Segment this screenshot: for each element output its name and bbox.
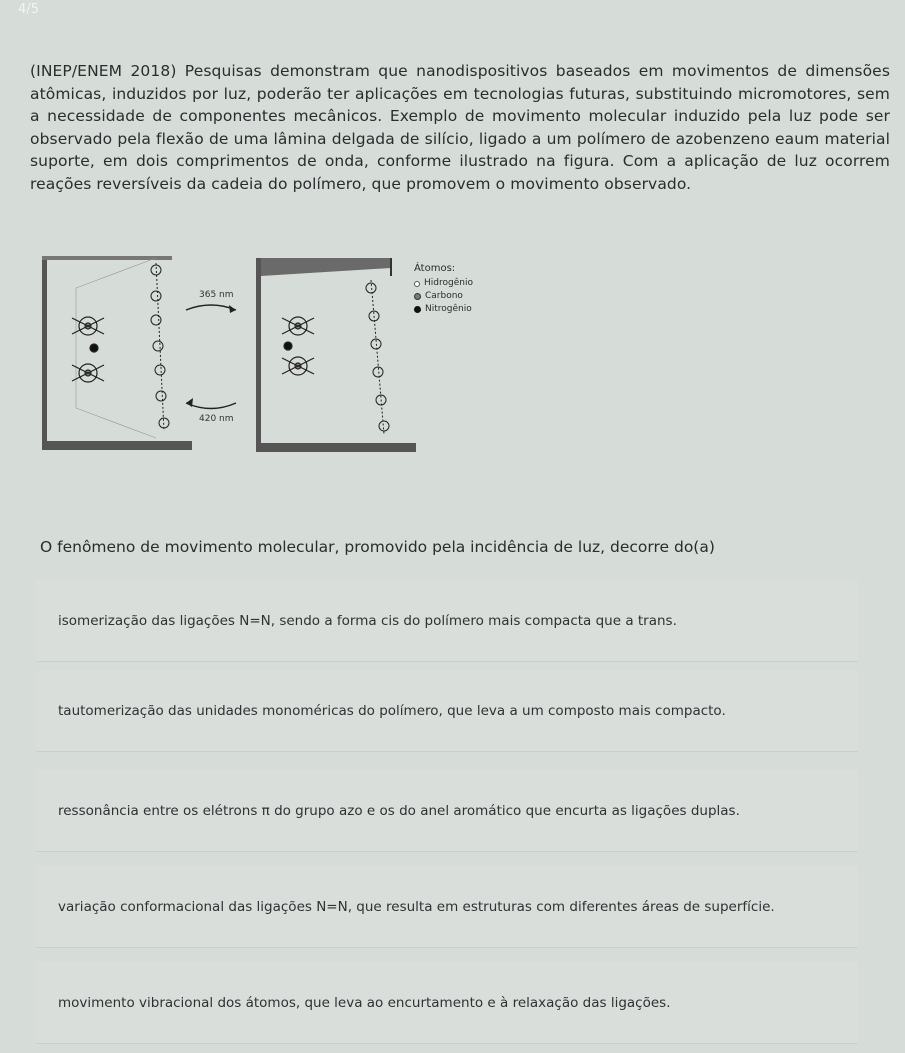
answer-option-text: ressonância entre os elétrons π do grupo azo e os do anel aromático que encurta as ligações duplas. xyxy=(58,802,740,819)
legend-item-carbon xyxy=(414,290,473,303)
answer-option-text: movimento vibracional dos átomos, que leva ao encurtamento e à relaxação das ligações. xyxy=(58,994,671,1011)
answer-option-text: variação conformacional das ligações N=N, que resulta em estruturas com diferentes áreas de superfície. xyxy=(58,898,775,915)
question-counter: 4/5 xyxy=(18,2,39,17)
answer-option-d[interactable] xyxy=(36,866,858,948)
answer-option-c[interactable] xyxy=(36,770,858,852)
right-panel-base xyxy=(256,443,416,452)
answer-option-b[interactable] xyxy=(36,670,858,752)
arrow-back xyxy=(186,403,236,409)
question-statement: (INEP/ENEM 2018) Pesquisas demonstram que nanodispositivos baseados em movimentos de dimensões atômicas, induzidos por luz, poderão ter aplicações em tecnologias futuras, substituindo micromotores, sem a necessidade de componentes mecânicos. Exemplo de movimento molecular induzido pela luz pode ser observado pela flexão de uma lâmina delgada de silício, ligado a um polímero de azobenzeno eaum material suporte, em dois comprimentos de onda, conforme ilustrado na figura. Com a aplicação de luz ocorrem reações reversíveis da cadeia do polímero, que promovem o movimento observado. xyxy=(30,62,890,193)
wavelength-bottom-label: 420 nm xyxy=(199,414,234,424)
answer-option-text: tautomerização das unidades monoméricas do polímero, que leva a um composto mais compacto. xyxy=(58,702,726,719)
hydrogen-dot-icon xyxy=(414,281,420,287)
left-panel-base xyxy=(42,441,192,450)
carbon-dot-icon xyxy=(414,293,421,300)
nitrogen-dot-icon xyxy=(414,306,421,313)
answer-option-text: isomerização das ligações N=N, sendo a forma cis do polímero mais compacta que a trans. xyxy=(58,612,677,629)
left-panel-post xyxy=(42,256,47,446)
right-polymer-chain xyxy=(366,280,389,434)
answer-option-e[interactable] xyxy=(36,962,858,1044)
legend-item-label: Hidrogênio xyxy=(424,278,473,288)
question-prompt: O fenômeno de movimento molecular, promovido pela incidência de luz, decorre do(a) xyxy=(40,538,715,556)
legend-item-label: Carbono xyxy=(425,291,463,301)
left-molecule-trans xyxy=(72,317,104,382)
atoms-legend xyxy=(414,262,473,316)
legend-item-nitrogen xyxy=(414,303,473,316)
right-panel-bent-top xyxy=(261,258,391,276)
right-molecule-cis xyxy=(282,317,314,375)
right-panel-post xyxy=(256,258,261,448)
legend-title: Átomos: xyxy=(414,263,456,274)
answer-option-a[interactable] xyxy=(36,580,858,662)
wavelength-top-label: 365 nm xyxy=(199,290,234,300)
legend-item-label: Nitrogênio xyxy=(425,304,472,314)
legend-item-hydrogen xyxy=(414,277,473,290)
left-polymer-chain xyxy=(151,263,169,431)
arrow-forward xyxy=(186,305,236,310)
